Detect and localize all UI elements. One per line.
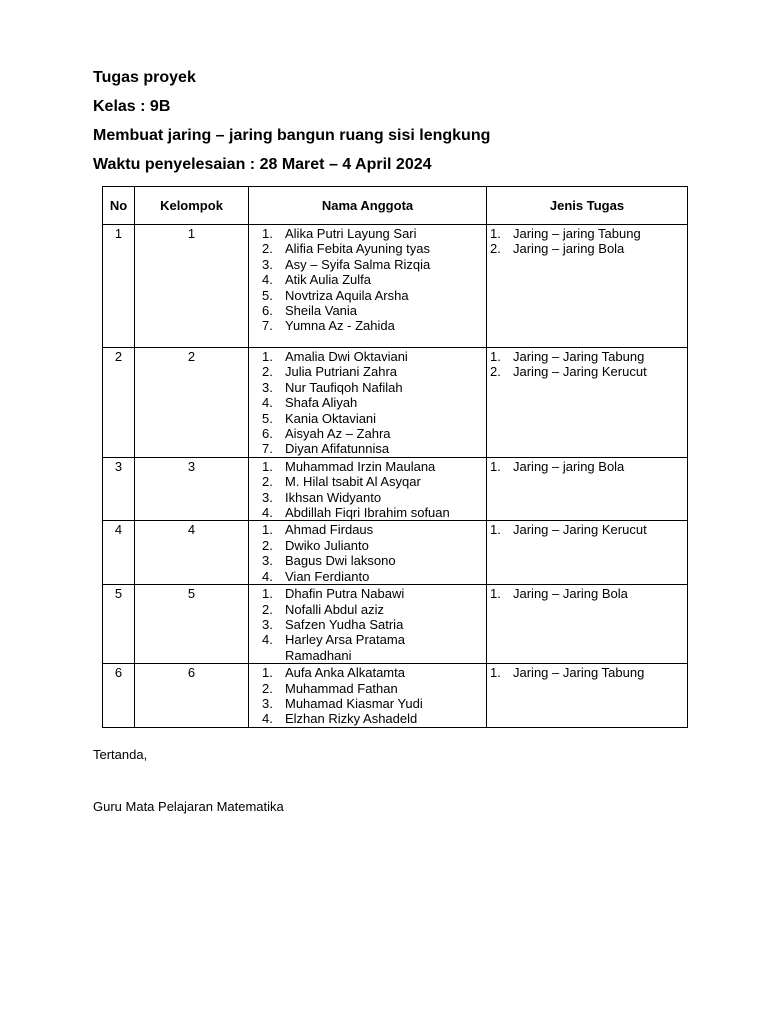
cell-tasks <box>487 348 688 458</box>
member-name: Aisyah Az – Zahra <box>285 426 391 442</box>
member-item <box>262 681 486 696</box>
member-number: 1. <box>262 665 273 681</box>
task-text: Jaring – Jaring Tabung <box>513 665 645 681</box>
member-name: Vian Ferdianto <box>285 568 370 584</box>
member-number: 3. <box>262 256 273 272</box>
cell-no: 1 <box>103 225 135 348</box>
table-row <box>103 664 688 728</box>
member-name-continued: Ramadhani <box>285 647 352 663</box>
member-number: 2. <box>262 241 273 257</box>
member-name: Novtriza Aquila Arsha <box>285 287 409 303</box>
task-item <box>490 459 687 474</box>
member-name: Muhammad Fathan <box>285 680 398 696</box>
deadline-label: Waktu penyelesaian : 28 Maret – 4 April 2024 <box>93 156 432 173</box>
member-number: 3. <box>262 553 273 569</box>
member-name: Harley Arsa Pratama <box>285 632 405 648</box>
member-item <box>262 395 486 410</box>
member-item <box>262 569 486 584</box>
member-number: 3. <box>262 489 273 505</box>
member-number: 4. <box>262 711 273 727</box>
member-number: 3. <box>262 616 273 632</box>
member-name: Alika Putri Layung Sari <box>285 226 417 241</box>
member-number: 3. <box>262 379 273 395</box>
task-number: 1. <box>490 522 501 538</box>
cell-tasks <box>487 521 688 585</box>
member-number: 1. <box>262 349 273 364</box>
member-number: 1. <box>262 226 273 241</box>
member-number: 4. <box>262 395 273 411</box>
member-item <box>262 241 486 256</box>
task-item <box>490 349 687 364</box>
cell-kelompok: 2 <box>135 348 249 458</box>
cell-kelompok: 3 <box>135 457 249 521</box>
cell-tasks <box>487 457 688 521</box>
member-item <box>262 459 486 474</box>
member-item <box>262 696 486 711</box>
member-name: Dwiko Julianto <box>285 537 369 553</box>
member-number: 5. <box>262 287 273 303</box>
member-number: 6. <box>262 426 273 442</box>
member-number: 1. <box>262 522 273 538</box>
member-number: 6. <box>262 303 273 319</box>
member-item <box>262 711 486 726</box>
member-item <box>262 665 486 680</box>
member-item <box>262 441 486 456</box>
task-number: 1. <box>490 226 501 241</box>
header-nama-anggota: Nama Anggota <box>249 187 487 225</box>
member-item <box>262 303 486 318</box>
task-number: 2. <box>490 241 501 257</box>
member-item <box>262 411 486 426</box>
member-name: Ahmad Firdaus <box>285 522 374 538</box>
member-name: Shafa Aliyah <box>285 395 358 411</box>
member-number: 2. <box>262 474 273 490</box>
member-name: Dhafin Putra Nabawi <box>285 586 405 602</box>
member-number: 5. <box>262 410 273 426</box>
member-item <box>262 632 486 647</box>
task-number: 1. <box>490 586 501 602</box>
header-kelompok: Kelompok <box>135 187 249 225</box>
cell-members <box>249 457 487 521</box>
member-name: Muhamad Kiasmar Yudi <box>285 695 423 711</box>
cell-kelompok: 4 <box>135 521 249 585</box>
member-name: Muhammad Irzin Maulana <box>285 458 436 474</box>
class-label: Kelas : 9B <box>93 98 171 115</box>
task-item <box>490 586 687 601</box>
table-row <box>103 521 688 585</box>
member-number: 4. <box>262 272 273 288</box>
member-name: Alifia Febita Ayuning tyas <box>285 241 431 257</box>
member-number: 7. <box>262 441 273 457</box>
cell-kelompok: 5 <box>135 585 249 664</box>
task-text: Jaring – Jaring Kerucut <box>513 522 647 538</box>
task-number: 1. <box>490 665 501 681</box>
group-task-table <box>102 186 688 728</box>
task-text: Jaring – jaring Tabung <box>513 226 641 241</box>
cell-members <box>249 225 487 348</box>
cell-members <box>249 348 487 458</box>
member-item <box>262 617 486 632</box>
cell-no: 3 <box>103 457 135 521</box>
member-name: Atik Aulia Zulfa <box>285 272 371 288</box>
member-number: 4. <box>262 505 273 521</box>
member-number: 7. <box>262 318 273 334</box>
task-number: 1. <box>490 458 501 474</box>
member-name: Diyan Afifatunnisa <box>285 441 390 457</box>
member-item <box>262 272 486 287</box>
member-item <box>262 538 486 553</box>
member-name: Asy – Syifa Salma Rizqia <box>285 256 431 272</box>
member-number: 4. <box>262 568 273 584</box>
member-name: Yumna Az - Zahida <box>285 318 395 334</box>
cell-no: 6 <box>103 664 135 728</box>
member-number: 2. <box>262 537 273 553</box>
member-item <box>262 586 486 601</box>
table-row <box>103 348 688 458</box>
member-item <box>262 288 486 303</box>
member-name: Abdillah Fiqri Ibrahim sofuan <box>285 505 450 521</box>
task-number: 1. <box>490 349 501 364</box>
table-row <box>103 585 688 664</box>
member-name: Ikhsan Widyanto <box>285 489 382 505</box>
member-number: 2. <box>262 601 273 617</box>
member-item <box>262 380 486 395</box>
member-item <box>262 490 486 505</box>
member-name: Nur Taufiqoh Nafilah <box>285 379 403 395</box>
cell-members <box>249 664 487 728</box>
member-name: Bagus Dwi laksono <box>285 553 396 569</box>
member-item <box>262 505 486 520</box>
teacher-title: Guru Mata Pelajaran Matematika <box>93 799 284 814</box>
member-item <box>262 226 486 241</box>
task-item <box>490 364 687 379</box>
signature-label: Tertanda, <box>93 747 148 762</box>
task-item <box>490 226 687 241</box>
task-number: 2. <box>490 364 501 380</box>
header-no: No <box>103 187 135 225</box>
project-subject: Membuat jaring – jaring bangun ruang sisi lengkung <box>93 127 491 144</box>
member-item <box>262 318 486 333</box>
task-item <box>490 665 687 680</box>
member-name: Kania Oktaviani <box>285 410 377 426</box>
member-item <box>262 349 486 364</box>
member-item <box>262 364 486 379</box>
member-name: Nofalli Abdul aziz <box>285 601 384 617</box>
member-number: 1. <box>262 458 273 474</box>
cell-kelompok: 1 <box>135 225 249 348</box>
member-number: 4. <box>262 632 273 648</box>
member-number: 1. <box>262 586 273 602</box>
member-name: Safzen Yudha Satria <box>285 616 404 632</box>
task-item <box>490 522 687 537</box>
member-item <box>262 474 486 489</box>
cell-no: 2 <box>103 348 135 458</box>
member-name: Elzhan Rizky Ashadeld <box>285 711 418 727</box>
member-name: Sheila Vania <box>285 303 358 319</box>
cell-tasks <box>487 225 688 348</box>
member-item <box>262 553 486 568</box>
member-item <box>262 602 486 617</box>
member-item <box>262 257 486 272</box>
cell-members <box>249 585 487 664</box>
member-number: 2. <box>262 680 273 696</box>
task-text: Jaring – Jaring Tabung <box>513 349 645 364</box>
cell-no: 5 <box>103 585 135 664</box>
member-item <box>262 522 486 537</box>
task-text: Jaring – Jaring Kerucut <box>513 364 647 380</box>
cell-members <box>249 521 487 585</box>
member-name: Julia Putriani Zahra <box>285 364 397 380</box>
member-name: Amalia Dwi Oktaviani <box>285 349 408 364</box>
table-header-row <box>103 187 688 225</box>
table-row <box>103 225 688 348</box>
member-name: Aufa Anka Alkatamta <box>285 665 405 681</box>
cell-kelompok: 6 <box>135 664 249 728</box>
cell-tasks <box>487 664 688 728</box>
member-name: M. Hilal tsabit Al Asyqar <box>285 474 421 490</box>
task-text: Jaring – jaring Bola <box>513 458 625 474</box>
task-text: Jaring – Jaring Bola <box>513 586 628 602</box>
task-item <box>490 241 687 256</box>
cell-tasks <box>487 585 688 664</box>
header-jenis-tugas: Jenis Tugas <box>487 187 688 225</box>
member-number: 3. <box>262 695 273 711</box>
member-item <box>262 426 486 441</box>
member-number: 2. <box>262 364 273 380</box>
task-text: Jaring – jaring Bola <box>513 241 625 257</box>
cell-no: 4 <box>103 521 135 585</box>
document-title: Tugas proyek <box>93 69 196 86</box>
table-row <box>103 457 688 521</box>
